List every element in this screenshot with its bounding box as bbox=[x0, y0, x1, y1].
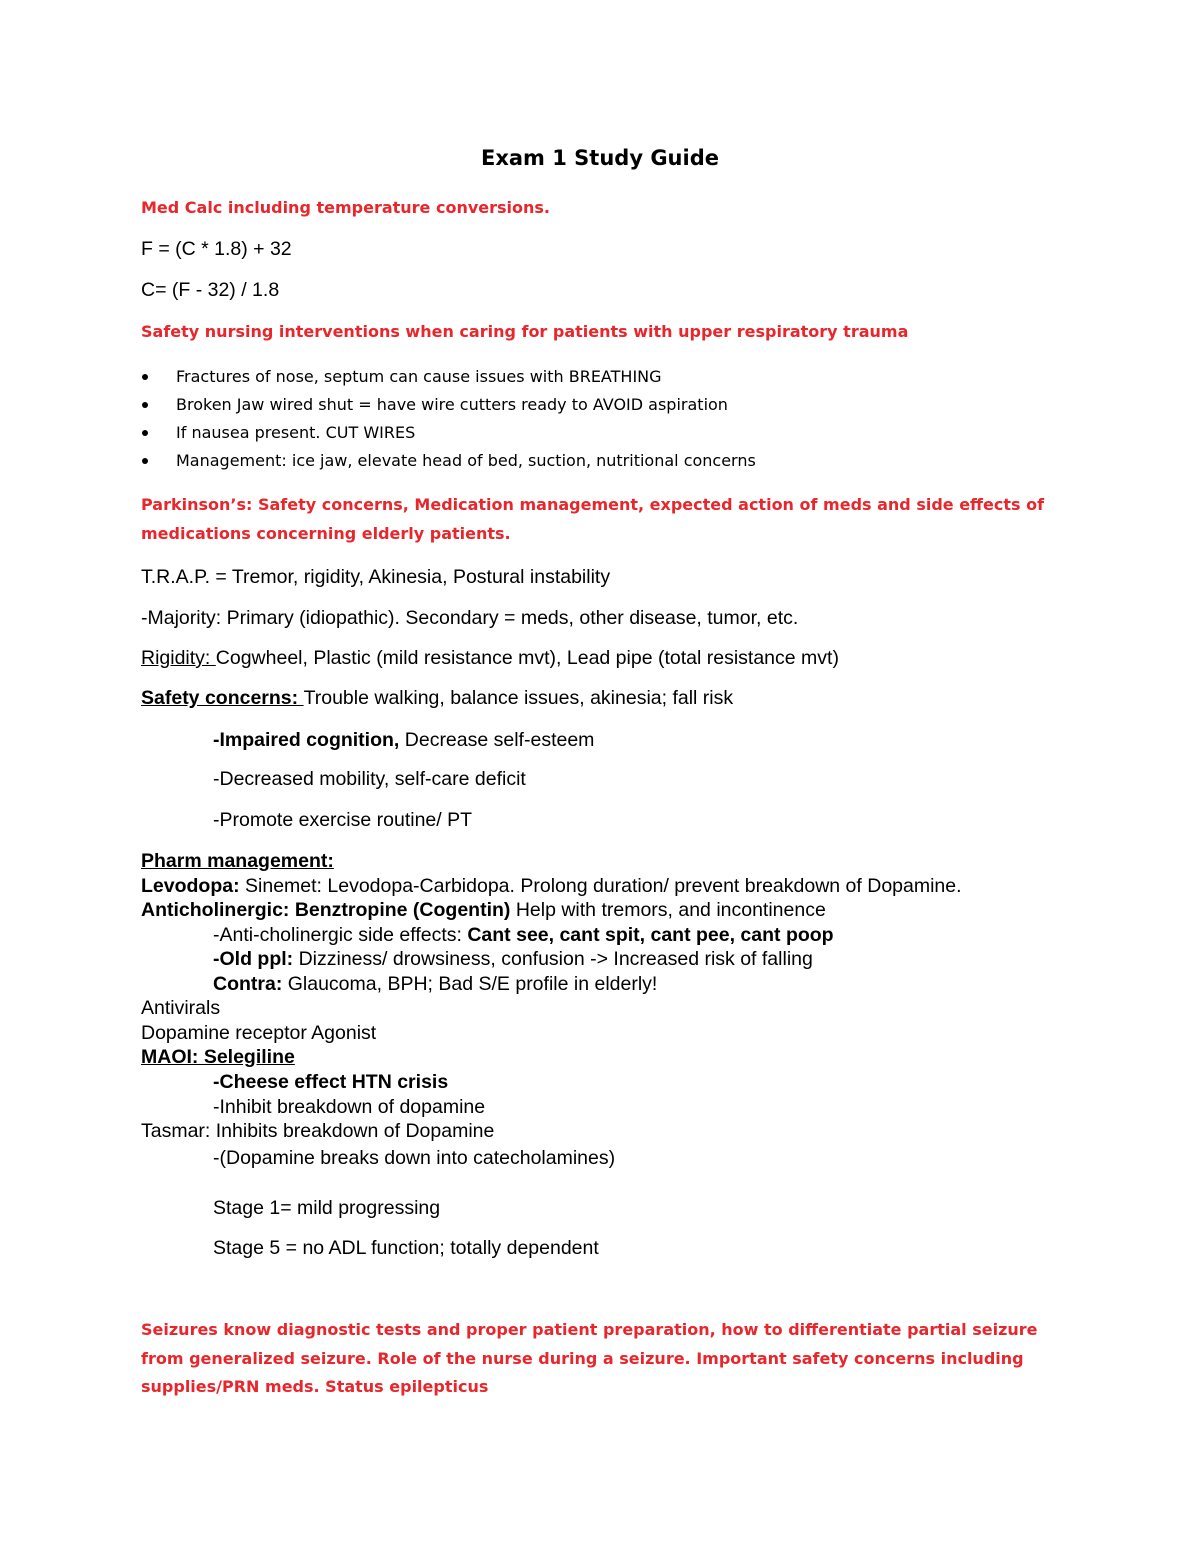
safety-text: Trouble walking, balance issues, akinesia; fall risk bbox=[303, 687, 734, 709]
stage1-line: Stage 1= mild progressing bbox=[213, 1197, 441, 1219]
side-effects-line bbox=[213, 924, 834, 947]
safety-line bbox=[141, 687, 733, 710]
parkinsons-heading-line1: Parkinson’s: Safety concerns, Medication management, expected action of meds and side effects of bbox=[141, 495, 1045, 514]
old-people-label: -Old ppl: bbox=[213, 948, 294, 970]
safety-label: Safety concerns: bbox=[141, 687, 304, 709]
contra-line bbox=[213, 973, 657, 996]
seizures-heading-line3: supplies/PRN meds. Status epilepticus bbox=[141, 1377, 489, 1396]
levodopa-label: Levodopa: bbox=[141, 875, 240, 897]
seizures-heading-line1: Seizures know diagnostic tests and proper patient preparation, how to differentiate partial seizure bbox=[141, 1320, 1038, 1339]
antivirals-line: Antivirals bbox=[141, 997, 221, 1019]
bullet-icon bbox=[142, 430, 148, 436]
old-people-text: Dizziness/ drowsiness, confusion -> Increased risk of falling bbox=[293, 948, 813, 970]
majority-line: -Majority: Primary (idiopathic). Secondary = meds, other disease, tumor, etc. bbox=[141, 607, 799, 629]
stage5-line: Stage 5 = no ADL function; totally dependent bbox=[213, 1237, 599, 1259]
cheese-effect-line: -Cheese effect HTN crisis bbox=[213, 1071, 449, 1093]
rigidity-text: Cogwheel, Plastic (mild resistance mvt), Lead pipe (total resistance mvt) bbox=[215, 647, 839, 669]
rigidity-label: Rigidity: bbox=[141, 647, 216, 669]
exercise-line: -Promote exercise routine/ PT bbox=[213, 809, 473, 831]
list-item: Broken Jaw wired shut = have wire cutters ready to AVOID aspiration bbox=[176, 395, 728, 414]
side-effects-bold: Cant see, cant spit, cant pee, cant poop bbox=[467, 924, 834, 946]
formula-fahrenheit: F = (C * 1.8) + 32 bbox=[141, 238, 292, 260]
page-title: Exam 1 Study Guide bbox=[481, 146, 719, 170]
formula-celsius: C= (F - 32) / 1.8 bbox=[141, 279, 280, 301]
list-item: If nausea present. CUT WIRES bbox=[176, 423, 416, 442]
anticholinergic-label: Anticholinergic: Benztropine (Cogentin) bbox=[141, 899, 511, 921]
mobility-line: -Decreased mobility, self-care deficit bbox=[213, 768, 526, 790]
bullet-icon bbox=[142, 402, 148, 408]
contra-label: Contra: bbox=[213, 973, 283, 995]
levodopa-line bbox=[141, 875, 962, 898]
levodopa-text: Sinemet: Levodopa-Carbidopa. Prolong duration/ prevent breakdown of Dopamine. bbox=[239, 875, 962, 897]
tasmar-line: Tasmar: Inhibits breakdown of Dopamine bbox=[141, 1120, 495, 1142]
seizures-heading-line2: from generalized seizure. Role of the nurse during a seizure. Important safety concerns including bbox=[141, 1349, 1024, 1368]
rigidity-line bbox=[141, 647, 839, 670]
trap-line: T.R.A.P. = Tremor, rigidity, Akinesia, Postural instability bbox=[141, 566, 611, 588]
old-people-line bbox=[213, 948, 813, 971]
maoi-heading: MAOI: Selegiline bbox=[141, 1046, 295, 1068]
parkinsons-heading-line2: medications concerning elderly patients. bbox=[141, 524, 511, 543]
bullet-icon bbox=[142, 458, 148, 464]
contra-text: Glaucoma, BPH; Bad S/E profile in elderly! bbox=[282, 973, 658, 995]
anticholinergic-line bbox=[141, 899, 826, 922]
side-effects-text: -Anti-cholinergic side effects: bbox=[213, 924, 468, 946]
catecholamines-line: -(Dopamine breaks down into catecholamines) bbox=[213, 1147, 616, 1169]
list-item: Management: ice jaw, elevate head of bed, suction, nutritional concerns bbox=[176, 451, 756, 470]
dopamine-agonist-line: Dopamine receptor Agonist bbox=[141, 1022, 377, 1044]
med-calc-heading: Med Calc including temperature conversions. bbox=[141, 198, 551, 217]
cognition-label: -Impaired cognition, bbox=[213, 729, 400, 751]
inhibit-line: -Inhibit breakdown of dopamine bbox=[213, 1096, 486, 1118]
cognition-line bbox=[213, 729, 594, 752]
pharm-heading: Pharm management: bbox=[141, 850, 334, 872]
respiratory-heading: Safety nursing interventions when caring for patients with upper respiratory trauma bbox=[141, 322, 909, 341]
list-item: Fractures of nose, septum can cause issues with BREATHING bbox=[176, 367, 662, 386]
anticholinergic-text: Help with tremors, and incontinence bbox=[510, 899, 826, 921]
cognition-text: Decrease self-esteem bbox=[399, 729, 595, 751]
bullet-icon bbox=[142, 374, 148, 380]
